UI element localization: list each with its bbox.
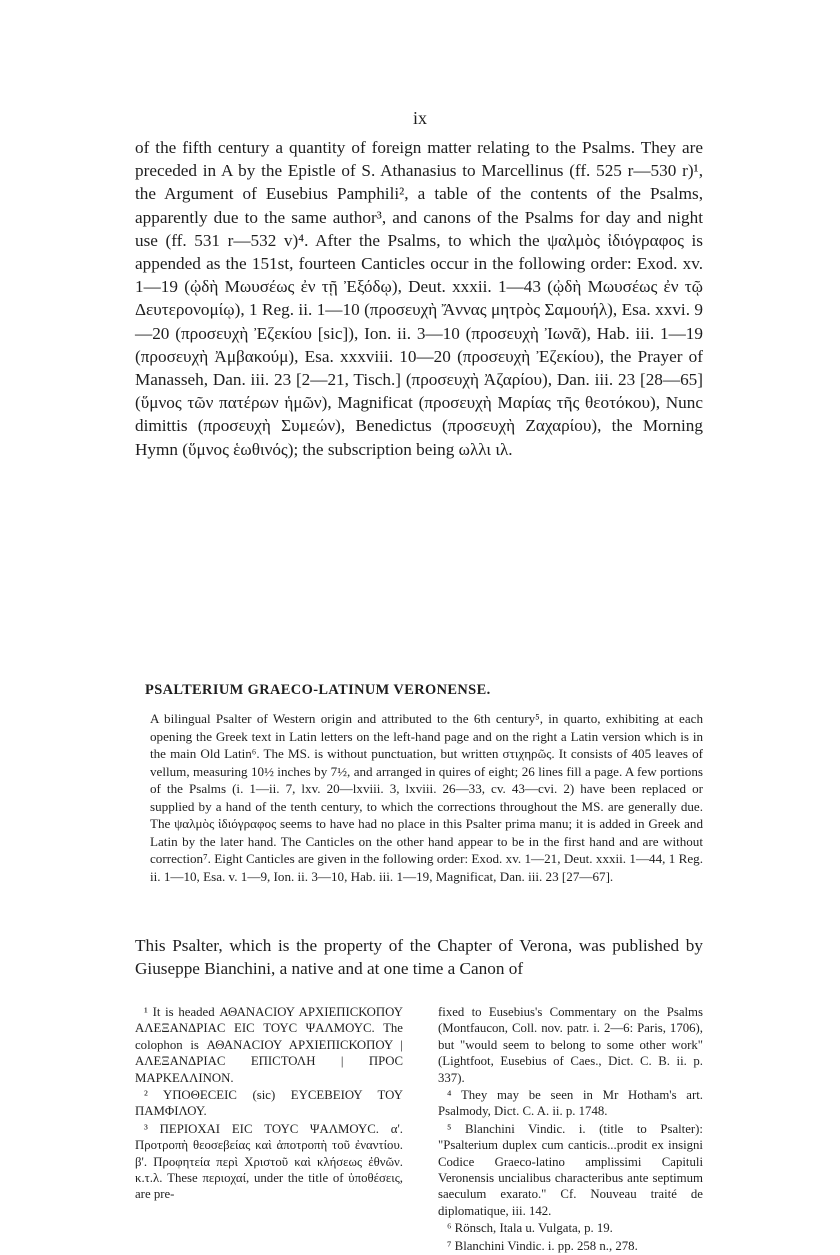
closing-paragraph: This Psalter, which is the property of the Chapter of Verona, was published by Giuseppe Bianchini, a native and at one time a Canon of — [135, 936, 703, 979]
footnote-7: ⁷ Blanchini Vindic. i. pp. 258 n., 278. — [447, 1238, 638, 1253]
footnote-6: ⁶ Rönsch, Itala u. Vulgata, p. 19. — [447, 1221, 613, 1236]
footnote-5: ⁵ Blanchini Vindic. i. (title to Psalter): "Psalterium duplex cum canticis...prodit ex insigni Codice Graeco-latino amplissimi Capituli Veronensis uncialibus characteribus ante septimum saeculum exarato." Cf. Nouveau traité de diplomatique, iii. 142. — [438, 1121, 703, 1218]
footnote-2: ² ΥΠΟΘΕCΕΙC (sic) ΕΥCΕΒΕΙΟΥ ΤΟΥ ΠΑΜΦΙΛΟΥ. — [135, 1088, 403, 1119]
footnotes-left-column — [135, 1004, 403, 1204]
section-heading: PSALTERIUM GRAECO-LATINUM VERONENSE. — [145, 682, 491, 698]
footnote-1: ¹ It is headed ΑΘΑΝΑCΙΟΥ ΑΡΧΙΕΠΙCΚΟΠΟΥ ΑΛΕΞΑΝΔΡΙΑC ΕΙC ΤΟΥC ΨΑΛΜΟΥC. The colophon is ΑΘΑΝΑCΙΟΥ ΑΡΧΙΕΠΙCΚΟΠΟΥ | ΑΛΕΞΑΝΔΡΙΑC ΕΠΙCΤΟΛΗ | ΠΡΟC ΜΑΡΚΕΛΛΙΝΟΝ. — [135, 1005, 403, 1085]
main-paragraph: of the fifth century a quantity of foreign matter relating to the Psalms. They are preceded in A by the Epistle of S. Athanasius to Marcellinus (ff. 525 r—530 r)¹, the Argument of Eusebius Pamphili², a table of the contents of the Psalms, apparently due to the same author³, and canons of the Psalms for day and night use (ff. 531 r—532 v)⁴. After the Psalms, to which the ψαλμὸς ἰδιόγραφος is appended as the 151st, fourteen Canticles occur in the following order: Exod. xv. 1—19 (ᾠδὴ Μωυσέως ἐν τῇ Ἐξόδῳ), Deut. xxxii. 1—43 (ᾠδὴ Μωυσέως ἐν τῷ Δευτερονομίῳ), 1 Reg. ii. 1—10 (προσευχὴ Ἄννας μητρὸς Σαμουήλ), Esa. xxvi. 9—20 (προσευχὴ Ἐζεκίου [sic]), Ion. ii. 3—10 (προσευχὴ Ἰωνᾶ), Hab. iii. 1—19 (προσευχὴ Ἀμβακούμ), Esa. xxxviii. 10—20 (προσευχὴ Ἐζεκίου), the Prayer of Manasseh, Dan. iii. 23 [2—21, Tisch.] (προσευχὴ Ἀζαρίου), Dan. iii. 23 [28—65] (ὕμνος τῶν πατέρων ἡμῶν), Magnificat (προσευχὴ Μαρίας τῆς θεοτόκου), Nunc dimittis (προσευχὴ Συμεών), Benedictus (προσευχὴ Ζαχαρίου), the Morning Hymn (ὕμνος ἑωθινός); the subscription being ωλλι ιλ. — [135, 138, 703, 459]
footnote-4: ⁴ They may be seen in Mr Hotham's art. Psalmody, Dict. C. A. ii. p. 1748. — [438, 1088, 703, 1119]
page-number: ix — [412, 108, 427, 128]
footnotes-right-column — [438, 1004, 703, 1255]
section-paragraph: A bilingual Psalter of Western origin and attributed to the 6th century⁵, in quarto, exhibiting at each opening the Greek text in Latin letters on the left-hand page and on the right a Latin version which is in the main Old Latin⁶. The MS. is without punctuation, but written στιχηρῶς. It consists of 405 leaves of vellum, measuring 10½ inches by 7½, and arranged in quires of eight; 26 lines fill a page. A few portions of the Psalms (i. 1—ii. 7, lxv. 20—lxviii. 3, lxviii. 26—33, cv. 43—cvi. 2) have been replaced or supplied by a hand of the tenth century, to which the corrections throughout the MS. are generally due. The ψαλμὸς ἰδιόγραφος seems to have had no place in this Psalter prima manu; it is added in Greek and Latin by the later hand. The Canticles on the other hand appear to be in the first hand and are without correction⁷. Eight Canticles are given in the following order: Exod. xv. 1—21, Deut. xxxii. 1—44, 1 Reg. ii. 1—10, Esa. v. 1—9, Ion. ii. 3—10, Hab. iii. 1—19, Magnificat, Dan. iii. 23 [27—67]. — [150, 711, 703, 884]
footnote-3: ³ ΠΕΡΙΟΧΑΙ ΕΙC ΤΟΥC ΨΑΛΜΟΥC. α'. Προτροπὴ θεοσεβείας καὶ ἀποτροπὴ τοῦ ἐναντίου. β'. Προφητεία περὶ Χριστοῦ καὶ κλήσεως ἐθνῶν. κ.τ.λ. These περιοχαί, under the title of ὑποθέσεις, are pre- — [135, 1121, 403, 1202]
footnote-3-continued: fixed to Eusebius's Commentary on the Psalms (Montfaucon, Coll. nov. patr. i. 2—6: Paris, 1706), but "would seem to belong to some other work" (Lightfoot, Eusebius of Caes., Dict. C. B. ii. p. 337). — [438, 1005, 703, 1085]
